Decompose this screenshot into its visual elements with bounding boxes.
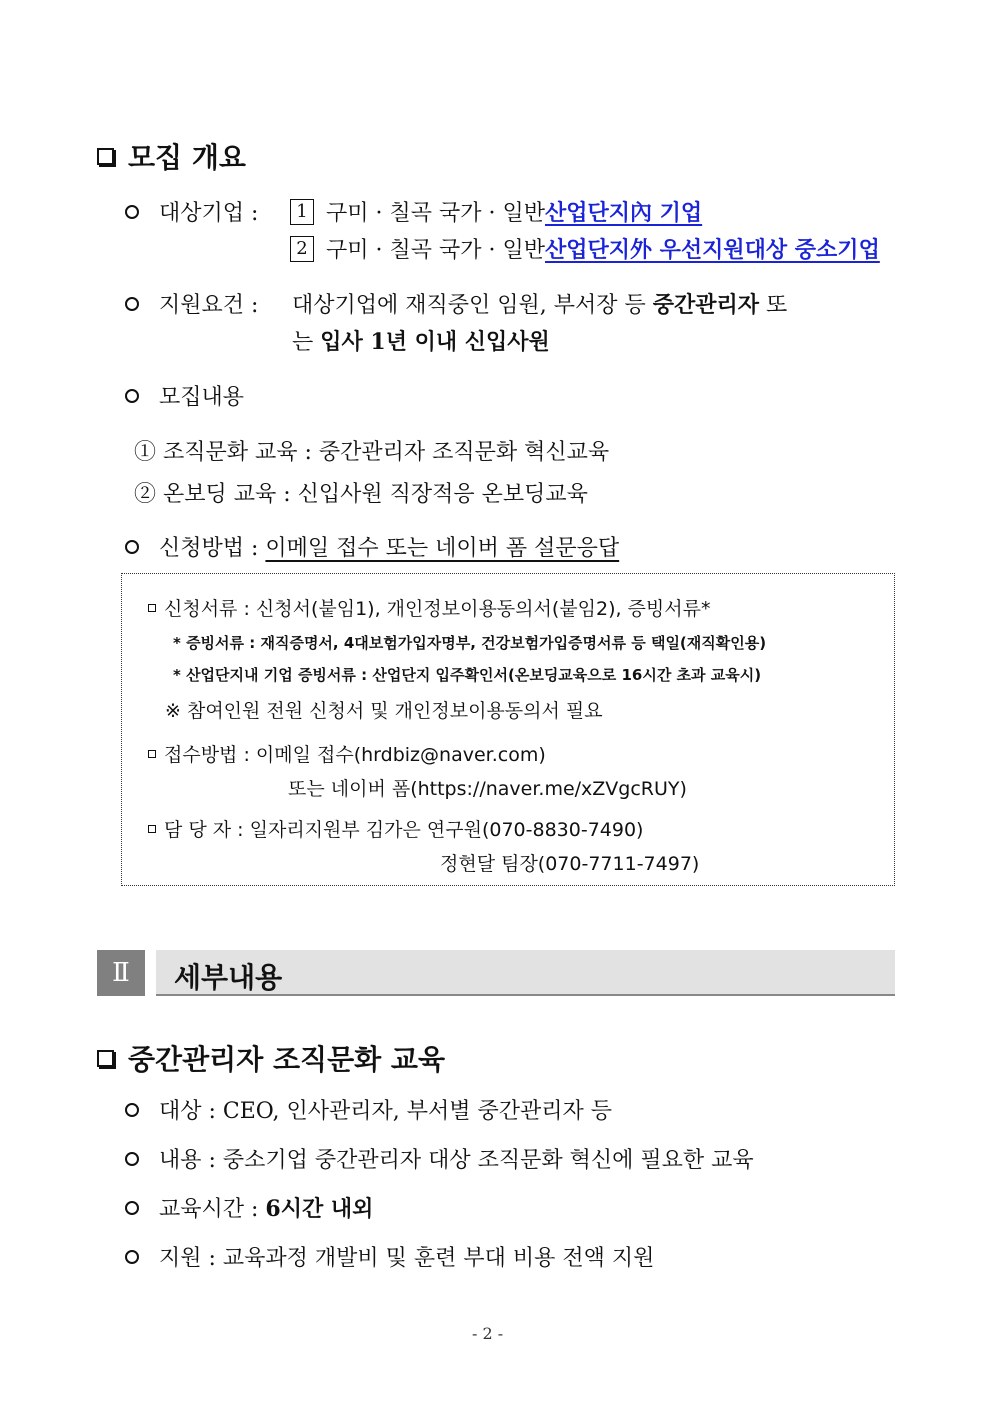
checkbox-square-icon: [97, 148, 114, 165]
docs-row: [148, 594, 710, 621]
detail-value: 교육과정 개발비 및 훈련 부대 비용 전액 지원: [222, 1246, 655, 1271]
target-item-1-text: 구미 · 칠곡 국가 · 일반: [326, 201, 545, 226]
content-row: [125, 380, 244, 411]
detail-value: CEO, 인사관리자, 부서별 중간관리자 등: [222, 1099, 613, 1124]
method-value-1: 이메일 접수(hrdbiz@naver.com): [255, 744, 546, 766]
circle-bullet-icon: [125, 1103, 139, 1117]
subsection-title: [97, 1038, 445, 1078]
subsection-title-text: 중간관리자 조직문화 교육: [128, 1043, 446, 1076]
requirement-text-3: 는: [292, 330, 321, 355]
requirement-text-line2: [292, 325, 550, 356]
circle-bullet-icon: [125, 389, 139, 403]
method-row: [148, 740, 546, 767]
docs-note-2: * 산업단지내 기업 증빙서류 : 산업단지 입주확인서(온보딩교육으로 16시간 초과 교육시): [173, 666, 762, 684]
section-header-title: 세부내용: [174, 961, 283, 994]
section-number-badge: Ⅱ: [97, 950, 145, 996]
content-item-1: ① 조직문화 교육 : 중간관리자 조직문화 혁신교육: [134, 440, 610, 465]
method-label: 접수방법 :: [164, 744, 256, 766]
requirement-text-1: 대상기업에 재직중인 임원, 부서장 등: [292, 293, 653, 318]
target-label: 대상기업 :: [159, 201, 259, 226]
page-number: - 2 -: [472, 1324, 504, 1343]
detail-item-1: [125, 1094, 612, 1125]
detail-item-4: [125, 1241, 654, 1272]
requirement-bold-2: 입사 1년 이내 신입사원: [320, 329, 550, 355]
target-item-2-text: 구미 · 칠곡 국가 · 일반: [326, 238, 545, 263]
target-item-2-highlight: 산업단지外 우선지원대상 중소기업: [544, 237, 880, 263]
requirement-bold-1: 중간관리자: [652, 292, 760, 318]
detail-item-3: [125, 1192, 373, 1223]
detail-value: 6시간 내외: [265, 1196, 374, 1222]
requirement-label: 지원요건 :: [159, 293, 259, 318]
section-title-text: 모집 개요: [128, 141, 246, 174]
contact-value-1: 일자리지원부 김가은 연구원(070-8830-7490): [249, 819, 644, 841]
docs-note-1: * 증빙서류 : 재직증명서, 4대보험가입자명부, 건강보험가입증명서류 등 택일(재직확인용): [173, 634, 767, 652]
section-title-recruitment: [97, 136, 246, 176]
circle-bullet-icon: [125, 297, 139, 311]
boxed-number-1: 1: [290, 199, 314, 225]
detail-value: 중소기업 중간관리자 대상 조직문화 혁신에 필요한 교육: [222, 1148, 754, 1173]
detail-label: 지원 :: [159, 1246, 223, 1271]
section-header-bar: [156, 950, 895, 996]
circle-bullet-icon: [125, 205, 139, 219]
target-item-2: [290, 233, 880, 264]
detail-label: 교육시간 :: [159, 1197, 266, 1222]
requirement-text-2: 또: [759, 293, 788, 318]
docs-value: 신청서(붙임1), 개인정보이용동의서(붙임2), 증빙서류*: [255, 598, 711, 620]
content-label: 모집내용: [159, 385, 245, 410]
target-item-1-highlight: 산업단지內 기업: [544, 200, 703, 226]
square-bullet-icon: [148, 604, 156, 612]
requirement-row: [125, 288, 258, 319]
contact-value-2: 정현달 팀장(070-7711-7497): [440, 853, 700, 875]
detail-label: 내용 :: [159, 1148, 223, 1173]
target-company-row-1: [125, 196, 258, 227]
square-bullet-icon: [148, 825, 156, 833]
circle-bullet-icon: [125, 540, 139, 554]
detail-item-2: [125, 1143, 754, 1174]
square-bullet-icon: [148, 750, 156, 758]
apply-label: 신청방법 :: [159, 536, 259, 561]
detail-label: 대상 :: [159, 1099, 223, 1124]
contact-label: 담 당 자 :: [164, 819, 250, 841]
contact-row: [148, 815, 643, 842]
circle-bullet-icon: [125, 1250, 139, 1264]
apply-value: 이메일 접수 또는 네이버 폼 설문응답: [265, 536, 620, 561]
docs-note-3: ※ 참여인원 전원 신청서 및 개인정보이용동의서 필요: [165, 700, 603, 722]
content-item-2: ② 온보딩 교육 : 신입사원 직장적응 온보딩교육: [134, 482, 588, 507]
circle-bullet-icon: [125, 1201, 139, 1215]
apply-row: [125, 531, 619, 562]
docs-label: 신청서류 :: [164, 598, 256, 620]
circle-bullet-icon: [125, 1152, 139, 1166]
target-item-1: [290, 196, 702, 227]
requirement-text: [292, 288, 898, 319]
checkbox-square-icon: [97, 1050, 114, 1067]
method-value-2: 또는 네이버 폼(https://naver.me/xZVgcRUY): [288, 778, 687, 800]
boxed-number-2: 2: [290, 236, 314, 262]
